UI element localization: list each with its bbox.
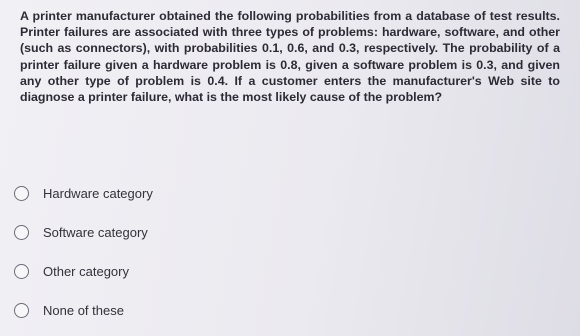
- radio-button[interactable]: [14, 264, 29, 279]
- option-other[interactable]: [14, 252, 414, 291]
- option-hardware[interactable]: [14, 174, 414, 213]
- option-label: Other category: [43, 264, 129, 279]
- option-label: Hardware category: [43, 186, 153, 201]
- answer-options: [14, 174, 414, 330]
- option-none[interactable]: [14, 291, 414, 330]
- radio-button[interactable]: [14, 303, 29, 318]
- radio-button[interactable]: [14, 225, 29, 240]
- option-label: Software category: [43, 225, 148, 240]
- option-label: None of these: [43, 303, 124, 318]
- question-text: A printer manufacturer obtained the following probabilities from a database of test results. Printer failures are associated with three types of problems: hardware, software, and other (such as connectors), with probabilities 0.1, 0.6, and 0.3, respectively. The probability of a printer failure given a hardware problem is 0.8, given a software problem is 0.3, and given any other type of problem is 0.4. If a customer enters the manufacturer's Web site to diagnose a printer failure, what is the most likely cause of the problem?: [20, 9, 560, 105]
- radio-button[interactable]: [14, 186, 29, 201]
- option-software[interactable]: [14, 213, 414, 252]
